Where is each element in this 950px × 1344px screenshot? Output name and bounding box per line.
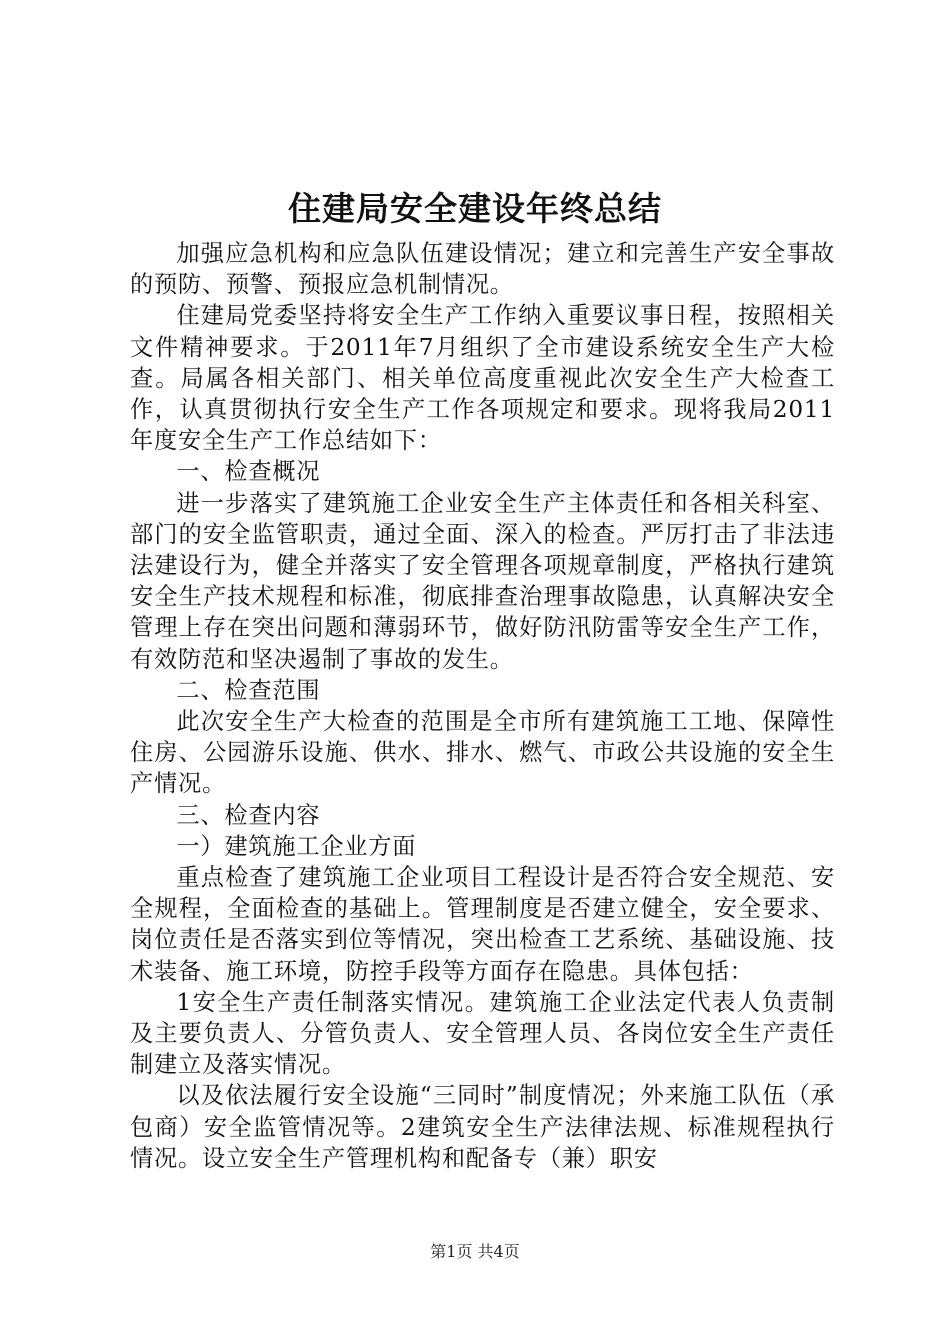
document-body [130,238,835,1174]
section-heading: 三、检查内容 [176,801,321,829]
paragraph: 此次安全生产大检查的范围是全市所有建筑施工工地、保障性住房、公园游乐设施、供水、排水、燃气、市政公共设施的安全生产情况。 [130,708,835,798]
subsection-heading: 一）建筑施工企业方面 [176,832,417,860]
paragraph: 重点检查了建筑施工企业项目工程设计是否符合安全规范、安全规程，全面检查的基础上。管理制度是否建立健全，安全要求、岗位责任是否落实到位等情况，突出检查工艺系统、基础设施、技术装备、施工环境，防控手段等方面存在隐患。具体包括： [130,864,835,985]
document-title: 住建局安全建设年终总结 [288,189,662,228]
paragraph: 住建局党委坚持将安全生产工作纳入重要议事日程，按照相关文件精神要求。于2011年7月组织了全市建设系统安全生产大检查。局属各相关部门、相关单位高度重视此次安全生产大检查工作，认真贯彻执行安全生产工作各项规定和要求。现将我局2011年度安全生产工作总结如下： [130,302,835,455]
paragraph: 加强应急机构和应急队伍建设情况；建立和完善生产安全事故的预防、预警、预报应急机制情况。 [130,240,835,299]
paragraph: 进一步落实了建筑施工企业安全生产主体责任和各相关科室、部门的安全监管职责，通过全面、深入的检查。严厉打击了非法违法建设行为，健全并落实了安全管理各项规章制度，严格执行建筑安全生产技术规程和标准，彻底排查治理事故隐患，认真解决安全管理上存在突出问题和薄弱环节，做好防汛防雷等安全生产工作，有效防范和坚决遏制了事故的发生。 [130,489,835,673]
section-heading: 一、检查概况 [176,458,321,486]
page-footer: 第1页 共4页 [430,1242,520,1261]
paragraph: 1安全生产责任制落实情况。建筑施工企业法定代表人负责制及主要负责人、分管负责人、安全管理人员、各岗位安全生产责任制建立及落实情况。 [130,988,835,1079]
section-heading: 二、检查范围 [176,676,321,704]
paragraph: 以及依法履行安全设施“三同时”制度情况；外来施工队伍（承包商）安全监管情况等。2建筑安全生产法律法规、标准规程执行情况。设立安全生产管理机构和配备专（兼）职安 [130,1082,835,1172]
